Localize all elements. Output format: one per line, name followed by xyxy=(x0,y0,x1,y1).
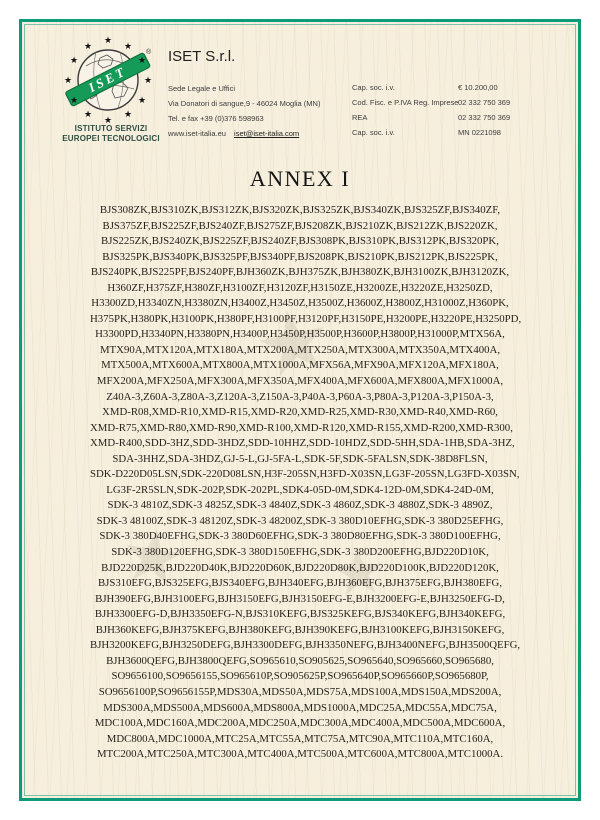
company-website: www.iset-italia.eu xyxy=(168,129,226,138)
code-line: BJH360KEFG,BJH375KEFG,BJH380KEFG,BJH390KEFG,BJH3100KEFG,BJH3150KEFG, xyxy=(95,623,505,636)
code-line: MDC800A,MDC1000A,MTC25A,MTC55A,MTC75A,MTC90A,MTC110A,MTC160A, xyxy=(106,732,494,745)
code-line: SDK-3 380D120EFHG,SDK-3 380D150EFHG,SDK-3 380D200EFHG,BJD220D10K, xyxy=(111,546,489,559)
star-icon: ★ xyxy=(137,95,147,105)
company-info-line: Sede Legale e Uffici xyxy=(168,84,235,93)
code-line: BJS308ZK,BJS310ZK,BJS312ZK,BJS320ZK,BJS325ZK,BJS340ZK,BJS325ZF,BJS340ZF, xyxy=(99,204,501,216)
code-line: H3300PD,H3340PN,H3380PN,H3400P,H3450P,H3500P,H3600P,H3800P,H31000P,MTX56A, xyxy=(95,328,505,341)
company-info-line: Tel. e fax +39 (0)376 598963 xyxy=(168,114,264,123)
star-icon: ★ xyxy=(123,109,133,119)
code-line: XMD-R08,XMD-R10,XMD-R15,XMD-R20,XMD-R25,XMD-R30,XMD-R40,XMD-R60, xyxy=(102,406,498,419)
code-line: MFX200A,MFX250A,MFX300A,MFX350A,MFX400A,MFX600A,MFX800A,MFX1000A, xyxy=(96,375,504,388)
code-line: SDK-3 48100Z,SDK-3 48120Z,SDK-3 48200Z,SDK-3 380D10EFHG,SDK-3 380D25EFHG, xyxy=(96,514,504,527)
company-email-link[interactable]: iset@iset-italia.com xyxy=(234,129,300,138)
iset-brand-text: ISET xyxy=(85,63,130,96)
code-line: BJD220D25K,BJD220D40K,BJD220D60K,BJD220D80K,BJD220D100K,BJD220D120K, xyxy=(101,561,499,574)
registry-label: REA xyxy=(352,113,368,122)
star-icon: ★ xyxy=(83,41,93,51)
code-line: XMD-R75,XMD-R80,XMD-R90,XMD-R100,XMD-R120,XMD-R155,XMD-R200,XMD-R300, xyxy=(90,421,513,434)
iset-globe-emblem xyxy=(56,34,164,128)
company-name: ISET S.r.l. xyxy=(168,48,236,65)
code-line: LG3F-2R5SLN,SDK-202P,SDK-202PL,SDK4-05D-0M,SDK4-12D-0M,SDK4-24D-0M, xyxy=(106,483,494,496)
registered-trademark-icon: ® xyxy=(146,49,152,56)
code-line: H375PK,H380PK,H3100PK,H380PF,H3100PF,H3120PF,H3150PE,H3200PE,H3220PE,H3250PD, xyxy=(90,312,522,325)
company-web-line xyxy=(168,126,320,141)
code-line: BJH390EFG,BJH3100EFG,BJH3150EFG,BJH3150EFG-E,BJH3200EFG-E,BJH3250EFG-D, xyxy=(95,592,505,605)
code-line: MTX90A,MTX120A,MTX180A,MTX200A,MTX250A,MTX300A,MTX350A,MTX400A, xyxy=(99,343,501,356)
code-line: SDK-3 4810Z,SDK-3 4825Z,SDK-3 4840Z,SDK-3 4860Z,SDK-3 4880Z,SDK-3 4890Z, xyxy=(107,499,493,512)
registry-label: Cap. soc. i.v. xyxy=(352,128,395,137)
code-line: SDA-3HHZ,SDA-3HDZ,GJ-5-L,GJ-5FA-L,SDK-5F,SDK-5FALSN,SDK-38D8FLSN, xyxy=(112,452,488,465)
code-line: Z40A-3,Z60A-3,Z80A-3,Z120A-3,Z150A-3,P40A-3,P60A-3,P80A-3,P120A-3,P150A-3, xyxy=(106,390,494,403)
registry-value: MN 0221098 xyxy=(458,128,501,137)
star-icon: ★ xyxy=(137,55,147,65)
code-line: H3300ZD,H3340ZN,H3380ZN,H3400Z,H3450Z,H3500Z,H3600Z,H3800Z,H31000Z,H360PK, xyxy=(91,297,509,310)
iset-logo xyxy=(56,34,164,133)
code-line: SO9656100,SO9656155,SO965610P,SO905625P,SO965640P,SO965660P,SO965680P, xyxy=(111,670,489,683)
annex-title: ANNEX I xyxy=(249,166,351,191)
code-line: MDC100A,MDC160A,MDC200A,MDC250A,MDC300A,MDC400A,MDC500A,MDC600A, xyxy=(94,717,506,730)
star-icon: ★ xyxy=(103,115,113,125)
registry-value: 02 332 750 369 xyxy=(458,98,511,107)
registry-label: Cap. soc. i.v. xyxy=(352,83,395,92)
star-icon: ★ xyxy=(83,109,93,119)
star-icon: ★ xyxy=(143,75,153,85)
code-line: XMD-R400,SDD-3HZ,SDD-3HDZ,SDD-10HHZ,SDD-10HDZ,SDD-5HH,SDA-1HB,SDA-3HZ, xyxy=(90,437,515,450)
registry-value: 02 332 750 369 xyxy=(458,113,511,122)
code-line: H360ZF,H375ZF,H380ZF,H3100ZF,H3120ZF,H3150ZE,H3200ZE,H3220ZE,H3250ZD, xyxy=(107,281,493,294)
company-registry-table xyxy=(352,80,510,140)
star-icon: ★ xyxy=(69,95,79,105)
code-line: SDK-D220D05LSN,SDK-220D08LSN,H3F-205SN,H3FD-X03SN,LG3F-205SN,LG3FD-X03SN, xyxy=(90,468,520,481)
code-line: SDK-3 380D40EFHG,SDK-3 380D60EFHG,SDK-3 380D80EFHG,SDK-3 380D100EFHG, xyxy=(99,530,501,543)
star-icon: ★ xyxy=(63,75,73,85)
company-info-block xyxy=(168,48,320,141)
company-info-line: Via Donatori di sangue,9 - 46024 Moglia (MN) xyxy=(168,99,321,108)
code-line: BJS375ZF,BJS225ZF,BJS240ZF,BJS275ZF,BJS208ZK,BJS210ZK,BJS212ZK,BJS220ZK, xyxy=(102,219,498,232)
organization-name-line1: ISTITUTO SERVIZI xyxy=(74,124,148,133)
watermark-star-icon: ★ xyxy=(245,288,342,398)
watermark-star-icon: ★ xyxy=(326,533,391,611)
code-line: BJH3300EFG-D,BJH3350EFG-N,BJS310KEFG,BJS325KEFG,BJS340KEFG,BJH340KEFG, xyxy=(94,608,506,621)
registry-value: € 10.200,00 xyxy=(458,83,498,92)
code-line: BJH3600QEFG,BJH3800QEFG,SO965610,SO905625,SO965640,SO965660,SO965680, xyxy=(106,654,494,667)
star-icon: ★ xyxy=(103,35,113,45)
code-line: BJS310EFG,BJS325EFG,BJS340EFG,BJH340EFG,BJH360EFG,BJH375EFG,BJH380EFG, xyxy=(97,577,503,590)
code-line: SO9656100P,SO9656155P,MDS30A,MDS50A,MDS75A,MDS100A,MDS150A,MDS200A, xyxy=(98,685,502,698)
code-line: MTX500A,MTX600A,MTX800A,MTX1000A,MFX56A,MFX90A,MFX120A,MFX180A, xyxy=(101,359,499,372)
watermark-star-icon: ★ xyxy=(114,510,192,603)
star-icon: ★ xyxy=(123,41,133,51)
code-line: BJH3200KEFG,BJH3250DEFG,BJH3300DEFG,BJH3350NEFG,BJH3400NEFG,BJH3500QEFG, xyxy=(90,639,521,652)
company-address-lines xyxy=(168,81,320,126)
code-line: MDS300A,MDS500A,MDS600A,MDS800A,MDS1000A,MDC25A,MDC55A,MDC75A, xyxy=(103,701,497,714)
code-line: BJS225ZK,BJS240ZK,BJS225ZF,BJS240ZF,BJS308PK,BJS310PK,BJS312PK,BJS320PK, xyxy=(101,235,499,248)
star-icon: ★ xyxy=(69,55,79,65)
product-codes-list xyxy=(90,203,522,763)
organization-name-line2: EUROPEI TECNOLOGICI xyxy=(62,133,160,143)
code-line: MTC200A,MTC250A,MTC300A,MTC400A,MTC500A,MTC600A,MTC800A,MTC1000A. xyxy=(96,748,504,761)
registry-label: Cod. Fisc. e P.IVA Reg. Imprese xyxy=(352,98,459,107)
code-line: BJS325PK,BJS340PK,BJS325PF,BJS340PF,BJS208PK,BJS210PK,BJS212PK,BJS225PK, xyxy=(102,250,498,263)
code-line: BJS240PK,BJS225PF,BJS240PF,BJH360ZK,BJH375ZK,BJH380ZK,BJH3100ZK,BJH3120ZK, xyxy=(90,266,510,279)
